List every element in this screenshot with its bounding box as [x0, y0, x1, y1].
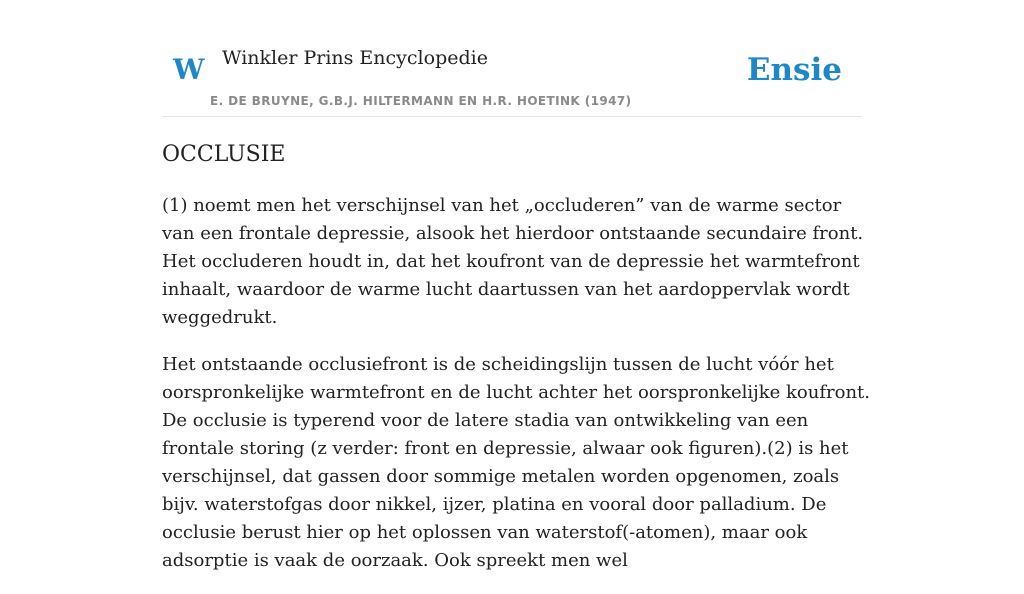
source-header	[162, 0, 862, 117]
article-paragraph-1: (1) noemt men het verschijnsel van het „occluderen” van de warme sector van een frontale depressie, alsook het hierdoor ontstaande secundaire front. Het occluderen houdt in, dat het koufront van de depressie het warmtefront inhaalt, waardoor de warme lucht daartussen van het aardoppervlak wordt weggedrukt.	[162, 195, 864, 328]
article	[162, 138, 872, 594]
source-logo-icon[interactable]: W	[173, 53, 205, 86]
article-paragraph-2: Het ontstaande occlusiefront is de scheidingslijn tussen de lucht vóór het oorspronkelijke warmtefront en de lucht achter het oorspronkelijke koufront. De occlusie is typerend voor de latere stadia van ontwikkeling van een frontale storing (z verder: front en depressie, alwaar ook figuren).(2) is het verschijnsel, dat gassen door sommige metalen worden opgenomen, zoals bijv. waterstofgas door nikkel, ijzer, platina en vooral door palladium. De occlusie berust hier op het oplossen van waterstof(-atomen), maar ook adsorptie is vaak de oorzaak. Ook spreekt men wel	[162, 354, 871, 571]
article-title: OCCLUSIE	[162, 142, 286, 167]
source-authors: E. DE BRUYNE, G.B.J. HILTERMANN EN H.R. HOETINK (1947)	[210, 94, 632, 108]
source-title[interactable]: Winkler Prins Encyclopedie	[222, 47, 488, 69]
ensie-logo[interactable]: Ensie	[746, 52, 842, 88]
